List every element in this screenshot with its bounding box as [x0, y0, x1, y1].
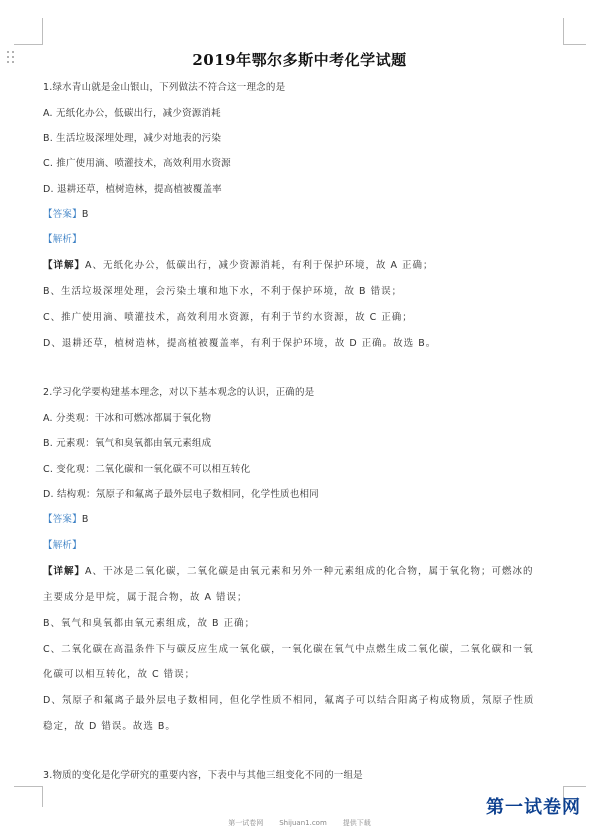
question-1-option-c: C. 推广使用滴、喷灌技术，高效利用水资源 — [43, 158, 231, 169]
question-2-stem: 2.学习化学要构建基本理念，对以下基本观念的认识，正确的是 — [43, 387, 315, 398]
analysis-label: 【解析】 — [43, 540, 82, 551]
question-2-detail-line: D、氖原子和氟离子最外层电子数相同，但化学性质不相同，氟离子可以结合阳离子构成物质，氖原子性质 — [43, 695, 535, 706]
crop-mark-top-left — [14, 18, 43, 45]
question-2-analysis-label — [43, 540, 82, 552]
question-2-detail-line: 主要成分是甲烷，属于混合物，故 A 错误； — [43, 592, 248, 603]
crop-mark-top-right — [563, 18, 586, 45]
footer-domain[interactable]: Shijuan1.com — [279, 819, 327, 827]
question-2-option-c: C. 变化观：二氧化碳和一氧化碳不可以相互转化 — [43, 464, 251, 475]
answer-value: B — [81, 209, 89, 220]
question-2-option-b: B. 元素观：氧气和臭氧都由氧元素组成 — [43, 438, 212, 449]
answer-label: 【答案】 — [43, 514, 82, 525]
detail-text: A、干冰是二氧化碳，二氧化碳是由氧元素和另外一种元素组成的化合物，属于氧化物；可燃冰的 — [85, 566, 534, 577]
question-1-stem: 1.绿水青山就是金山银山，下列做法不符合这一理念的是 — [43, 82, 286, 93]
question-1-option-a: A. 无纸化办公，低碳出行，减少资源消耗 — [43, 108, 221, 119]
detail-text: A、无纸化办公，低碳出行，减少资源消耗，有利于保护环境，故 A 正确； — [85, 260, 434, 271]
site-logo: 第一试卷网 — [486, 797, 581, 818]
footer-site-name: 第一试卷网 — [228, 819, 264, 827]
question-1-detail-line: C、推广使用滴、喷灌技术，高效利用水资源，有利于节约水资源，故 C 正确； — [43, 312, 413, 323]
question-1-option-b: B. 生活垃圾深埋处理，减少对地表的污染 — [43, 133, 222, 144]
page-title: 2019年鄂尔多斯中考化学试题 — [192, 51, 407, 69]
question-1-detail-line — [43, 260, 434, 272]
crop-mark-bottom-left — [14, 786, 43, 807]
question-2-answer — [43, 514, 89, 526]
question-3-stem: 3.物质的变化是化学研究的重要内容，下表中与其他三组变化不同的一组是 — [43, 770, 363, 781]
question-1-detail-line: B、生活垃圾深埋处理，会污染土壤和地下水，不利于保护环境，故 B 错误； — [43, 286, 403, 297]
answer-label: 【答案】 — [43, 209, 82, 220]
question-1-analysis-label — [43, 234, 82, 246]
detail-label: 【详解】 — [43, 260, 86, 271]
question-1-detail-line: D、退耕还草，植树造林，提高植被覆盖率，有利于保护环境，故 D 正确。故选 B。 — [43, 338, 437, 349]
footer — [0, 818, 599, 828]
question-1-answer — [43, 209, 89, 221]
answer-value: B — [81, 514, 89, 525]
question-2-detail-line: 稳定，故 D 错误。故选 B。 — [43, 721, 176, 732]
question-2-detail-line: 化碳可以相互转化，故 C 错误； — [43, 669, 196, 680]
footer-download-text: 提供下载 — [342, 819, 371, 827]
question-2-detail-line — [43, 566, 534, 578]
question-2-option-a: A. 分类观：干冰和可燃冰都属于氧化物 — [43, 413, 212, 424]
analysis-label: 【解析】 — [43, 234, 82, 245]
question-1-option-d: D. 退耕还草，植树造林，提高植被覆盖率 — [43, 184, 222, 195]
question-2-detail-line: B、氧气和臭氧都由氧元素组成，故 B 正确； — [43, 618, 256, 629]
question-2-option-d: D. 结构观：氖原子和氟离子最外层电子数相同，化学性质也相同 — [43, 489, 319, 500]
detail-label: 【详解】 — [43, 566, 86, 577]
question-2-detail-line: C、二氧化碳在高温条件下与碳反应生成一氧化碳，一氧化碳在氧气中点燃生成二氧化碳，二氧化碳和一氧 — [43, 644, 534, 655]
